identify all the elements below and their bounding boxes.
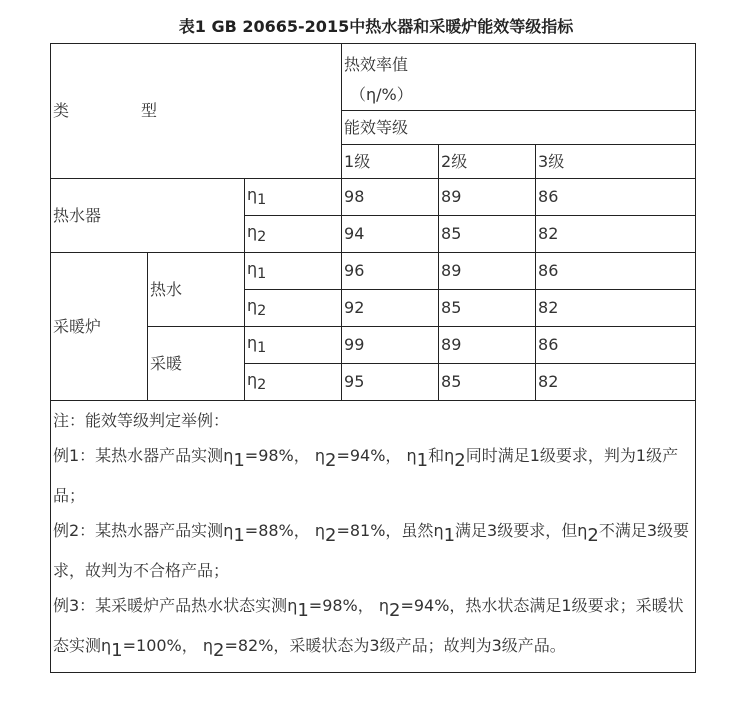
efficiency-grade-table xyxy=(50,43,696,673)
grade-3-header: 3级 xyxy=(536,145,696,179)
eta-label: $\eta_2$ xyxy=(245,364,342,401)
eta-label: $\eta_2$ xyxy=(245,290,342,327)
eta-label: $\eta_1$ xyxy=(245,327,342,364)
group-heating-boiler: 采暖炉 xyxy=(51,253,148,401)
note-example-3: 例3：某采暖炉产品热水状态实测$\eta_1=98\%$， $\eta_2=94\%$，热水状态满足1级要求；采暖状态实测$\eta_1=100\%$， $\eta_2=82\%$，采暖状态为3级产品；故判为3级产品。 xyxy=(53,596,684,661)
value-cell: 85 xyxy=(439,216,536,253)
value-cell: 89 xyxy=(439,179,536,216)
value-cell: 89 xyxy=(439,253,536,290)
type-header-cell xyxy=(51,44,342,179)
table-row xyxy=(51,179,696,216)
table-title: 表1 GB 20665-2015中热水器和采暖炉能效等级指标 xyxy=(178,17,574,36)
metric-header-line1: 热效率值 xyxy=(344,55,409,74)
type-header-left: 类 xyxy=(53,101,70,121)
notes-heading: 注：能效等级判定举例： xyxy=(53,411,230,430)
value-cell: 85 xyxy=(439,290,536,327)
note-example-1: 例1：某热水器产品实测$\eta_1=98\%$， $\eta_2=94\%$， $\eta_1$和$\eta_2$同时满足1级要求，判为1级产品； xyxy=(53,446,679,505)
eta-label: $\eta_1$ xyxy=(245,253,342,290)
value-cell: 95 xyxy=(342,364,439,401)
value-cell: 85 xyxy=(439,364,536,401)
sub-hot-water: 热水 xyxy=(148,253,245,327)
value-cell: 82 xyxy=(536,216,696,253)
value-cell: 86 xyxy=(536,179,696,216)
group-water-heater: 热水器 xyxy=(51,179,245,253)
metric-header-line2: （η/%） xyxy=(350,85,413,104)
value-cell: 92 xyxy=(342,290,439,327)
value-cell: 82 xyxy=(536,290,696,327)
type-header-right: 型 xyxy=(141,101,158,121)
grade-1-header: 1级 xyxy=(342,145,439,179)
value-cell: 89 xyxy=(439,327,536,364)
eta-label: $\eta_1$ xyxy=(245,179,342,216)
eta-label: $\eta_2$ xyxy=(245,216,342,253)
value-cell: 99 xyxy=(342,327,439,364)
grade-2-header: 2级 xyxy=(439,145,536,179)
value-cell: 96 xyxy=(342,253,439,290)
table-row xyxy=(51,327,696,364)
table-row xyxy=(51,253,696,290)
sub-space-heating: 采暖 xyxy=(148,327,245,401)
value-cell: 98 xyxy=(342,179,439,216)
value-cell: 94 xyxy=(342,216,439,253)
metric-header-cell xyxy=(342,44,696,111)
note-example-2: 例2：某热水器产品实测$\eta_1=88\%$， $\eta_2=81\%$，虽然$\eta_1$满足3级要求，但$\eta_2$不满足3级要求，故判为不合格产品； xyxy=(53,521,689,580)
value-cell: 86 xyxy=(536,327,696,364)
value-cell: 86 xyxy=(536,253,696,290)
notes-cell xyxy=(51,401,696,673)
grade-header-cell: 能效等级 xyxy=(342,111,696,145)
value-cell: 82 xyxy=(536,364,696,401)
